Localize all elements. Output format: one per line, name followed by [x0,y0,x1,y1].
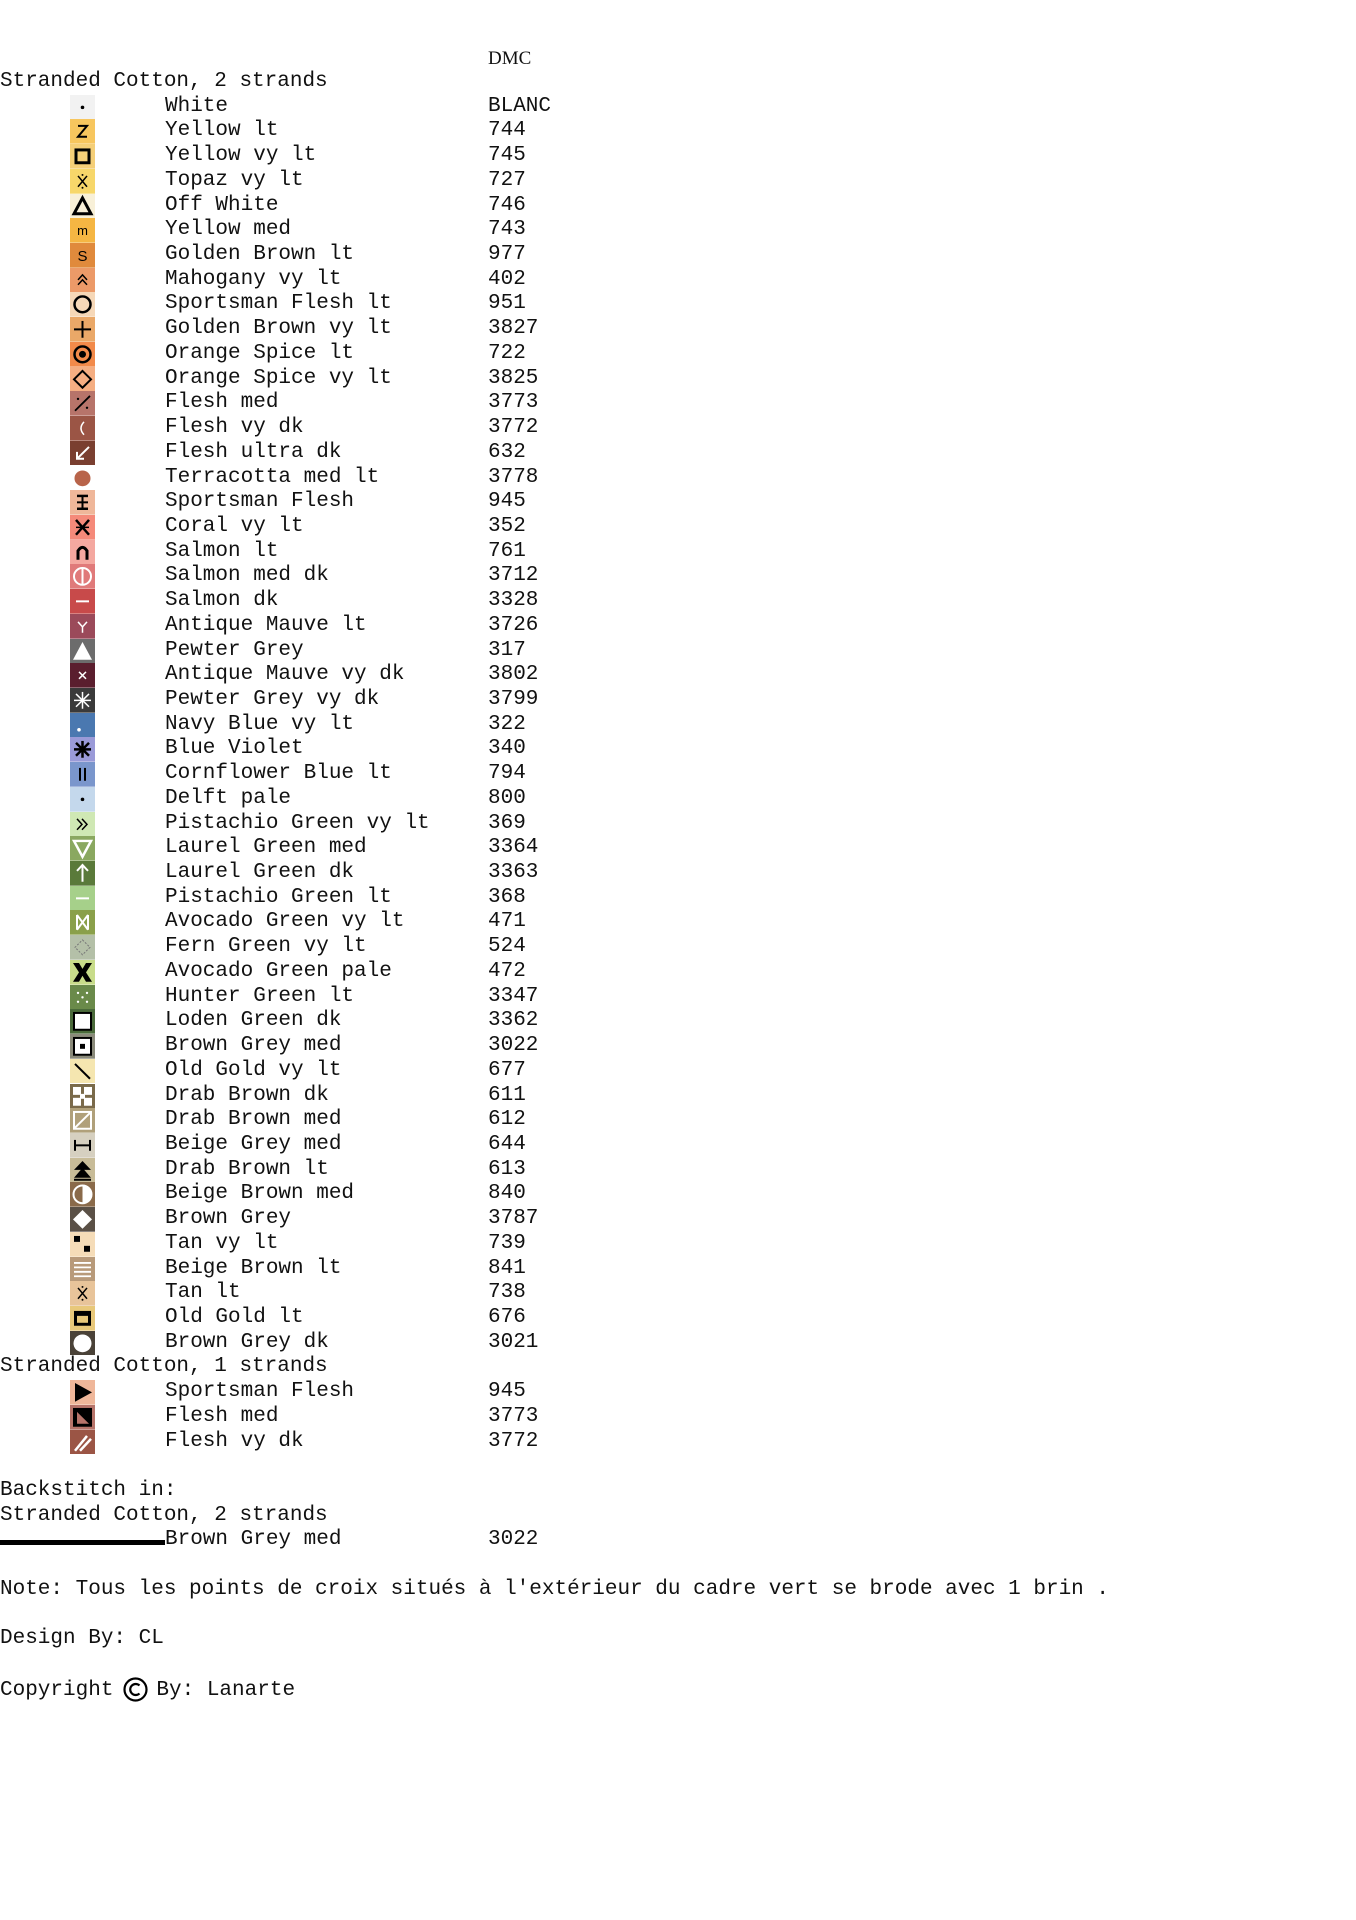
thread-name: Sportsman Flesh lt [165,292,392,316]
double-slash-icon [70,1430,95,1455]
dmc-code: 612 [488,1108,526,1132]
dmc-code: 3328 [488,589,539,613]
checker-icon [70,1084,95,1109]
dmc-code: 471 [488,910,526,934]
dmc-code: 761 [488,539,526,563]
thread-name: Brown Grey med [165,1034,342,1058]
thread-name: Old Gold vy lt [165,1058,342,1082]
thread-name: Flesh med [165,1404,279,1428]
dots-diag-icon [70,1232,95,1257]
backstitch-line-icon [0,1540,165,1545]
dmc-code: 632 [488,440,526,464]
dmc-code: 368 [488,885,526,909]
double-tri-icon [70,1158,95,1183]
thread-name: Salmon dk [165,589,279,613]
bars-icon [70,762,95,787]
thread-name: Off White [165,193,279,217]
thread-name: Beige Brown med [165,1182,355,1206]
thread-name: Sportsman Flesh [165,1380,355,1404]
dmc-code: 3772 [488,1429,539,1453]
dmc-code: 3347 [488,984,539,1008]
dmc-code: 945 [488,490,526,514]
dmc-code: 3773 [488,1404,539,1428]
thread-name: Golden Brown lt [165,243,355,267]
thread-name: Sportsman Flesh [165,490,355,514]
m-icon [70,218,95,243]
dmc-code: 945 [488,1380,526,1404]
target-icon [70,342,95,367]
thread-name: Pewter Grey [165,638,304,662]
design-by: Design By: CL [0,1627,164,1651]
chevrons-up-icon [70,268,95,293]
dmc-code: 322 [488,712,526,736]
h-beam-icon [70,1133,95,1158]
minus-icon [70,589,95,614]
thread-name: Brown Grey [165,1207,292,1231]
thread-name: Beige Brown lt [165,1256,342,1280]
dmc-code: 3778 [488,465,539,489]
dmc-code: 611 [488,1083,526,1107]
thread-name: Coral vy lt [165,514,304,538]
thread-name: Tan lt [165,1281,241,1305]
dmc-code: 794 [488,762,526,786]
dmc-code: 644 [488,1132,526,1156]
z-icon [70,119,95,144]
dmc-code: 727 [488,168,526,192]
dmc-code: 841 [488,1256,526,1280]
thread-name: Drab Brown lt [165,1157,329,1181]
thread-name: Brown Grey dk [165,1330,329,1354]
diamond-dots-icon [70,935,95,960]
backstitch-section: Stranded Cotton, 2 strands [0,1503,328,1527]
thread-name: Laurel Green med [165,836,367,860]
thread-name: Avocado Green pale [165,959,392,983]
dmc-code: 3787 [488,1207,539,1231]
triangle-icon [70,194,95,219]
lines-icon [70,1257,95,1282]
square-tri-icon [70,1405,95,1430]
thread-name: Flesh med [165,391,279,415]
dmc-code: 613 [488,1157,526,1181]
thread-name: Orange Spice vy lt [165,366,392,390]
thread-name: Beige Grey med [165,1132,342,1156]
s-icon [70,243,95,268]
dmc-code: 951 [488,292,526,316]
thread-name: Flesh vy dk [165,416,304,440]
square-dot-icon [70,1034,95,1059]
svg-text:m: m [77,223,88,239]
backslash-icon [70,1059,95,1084]
copyright-label: Copyright [0,1678,114,1702]
thread-name: Terracotta med lt [165,465,380,489]
thread-name: Salmon med dk [165,564,329,588]
thread-name: Fern Green vy lt [165,935,367,959]
copyright [0,1677,295,1702]
dmc-code: 3363 [488,861,539,885]
square-white-icon [70,1009,95,1034]
dmc-code: 352 [488,514,526,538]
thread-name: Tan vy lt [165,1231,279,1255]
thread-name: Mahogany vy lt [165,267,342,291]
plus-icon [70,317,95,342]
dmc-code: 739 [488,1231,526,1255]
thread-name: Pistachio Green vy lt [165,811,430,835]
dmc-column-header: DMC [488,48,532,69]
play-icon [70,1380,95,1405]
dmc-code: 3022 [488,1034,539,1058]
half-circle-icon [70,1182,95,1207]
bowtie-icon [70,910,95,935]
dots-grid-icon [70,985,95,1010]
dmc-code: BLANC [488,94,552,118]
dmc-code: 746 [488,193,526,217]
thread-name: Orange Spice lt [165,341,355,365]
cross-x-icon [70,515,95,540]
dmc-code: 472 [488,959,526,983]
square-icon [70,144,95,169]
thread-name: Flesh vy dk [165,1429,304,1453]
arrow-up-icon [70,861,95,886]
dmc-code: 3712 [488,564,539,588]
thread-name: Golden Brown vy lt [165,317,392,341]
copyright-owner: By: Lanarte [156,1678,296,1702]
thread-name: Blue Violet [165,737,304,761]
x-dots-icon [70,1281,95,1306]
dmc-code: 3802 [488,663,539,687]
thread-name: Yellow med [165,218,292,242]
thread-name: Hunter Green lt [165,984,355,1008]
x-box-icon [70,960,95,985]
dmc-code: 340 [488,737,526,761]
section-title: Stranded Cotton, 1 strands [0,1355,328,1379]
chevrons-right-icon [70,812,95,837]
dmc-code: 3799 [488,688,539,711]
thread-name: Avocado Green vy lt [165,910,405,934]
asterisk-icon [70,737,95,762]
thread-name: Topaz vy lt [165,168,304,192]
x-small-icon [70,663,95,688]
thread-name: Drab Brown dk [165,1083,329,1107]
square-bar-icon [70,1306,95,1331]
dmc-code: 317 [488,638,526,662]
backstitch-name: Brown Grey med [165,1528,342,1552]
dmc-code: 3773 [488,391,539,415]
square-slash-icon [70,1108,95,1133]
n-icon [70,540,95,565]
dmc-code: 369 [488,811,526,835]
thread-name: Old Gold lt [165,1306,304,1329]
thread-name: Salmon lt [165,539,279,563]
thread-name: Cornflower Blue lt [165,762,392,786]
thread-name: Pistachio Green lt [165,885,392,909]
svg-text:S: S [77,248,88,265]
dmc-code: 738 [488,1281,526,1305]
asterisk-white-icon [70,688,95,713]
dmc-code: 977 [488,243,526,267]
dmc-code: 3726 [488,613,539,637]
dmc-code: 3825 [488,366,539,390]
x-dots-icon [70,169,95,194]
triangle-down-icon [70,836,95,861]
thread-name: Antique Mauve vy dk [165,663,405,687]
thread-name: Yellow vy lt [165,144,317,168]
triangle-white-icon [70,639,95,664]
dmc-code: 840 [488,1182,526,1206]
thread-name: Loden Green dk [165,1009,342,1033]
dot-low-icon [70,713,95,738]
backstitch-code: 3022 [488,1528,539,1552]
copyright-icon [123,1677,148,1702]
dmc-code: 722 [488,341,526,365]
diamond-white-icon [70,1207,95,1232]
dmc-code: 3772 [488,416,539,440]
dot-filled-icon [70,466,95,491]
dot-icon [70,95,95,120]
dot-icon [70,787,95,812]
thread-name: White [165,94,229,118]
dmc-code: 677 [488,1058,526,1082]
backstitch-heading: Backstitch in: [0,1479,177,1503]
dmc-code: 524 [488,935,526,959]
circle-white-icon [70,1331,95,1356]
thread-name: Flesh ultra dk [165,440,342,464]
thread-name: Yellow lt [165,119,279,143]
dmc-code: 3362 [488,1009,539,1033]
arrow-down-left-icon [70,441,95,466]
dmc-code: 3364 [488,836,539,860]
dmc-code: 744 [488,119,526,143]
circle-icon [70,292,95,317]
thread-name: Drab Brown med [165,1108,342,1132]
dmc-code: 3827 [488,317,539,341]
thread-name: Delft pale [165,786,292,810]
thread-name: Antique Mauve lt [165,613,367,637]
dmc-code: 745 [488,144,526,168]
thread-name: Navy Blue vy lt [165,712,355,736]
circle-line-icon [70,564,95,589]
thread-name: Pewter Grey vy dk [165,688,380,711]
note-text: Note: Tous les points de croix situés à l'extérieur du cadre vert se brode avec 1 brin . [0,1577,1109,1601]
paren-icon [70,416,95,441]
minus-white-icon [70,886,95,911]
section-title: Stranded Cotton, 2 strands [0,70,328,93]
i-beam-icon [70,490,95,515]
dmc-code: 402 [488,267,526,291]
slash-dots-icon [70,391,95,416]
dmc-code: 3021 [488,1330,539,1354]
dmc-code: 743 [488,218,526,242]
dmc-code: 676 [488,1306,526,1329]
y-icon [70,614,95,639]
diamond-icon [70,367,95,392]
dmc-code: 800 [488,786,526,810]
thread-name: Laurel Green dk [165,861,355,885]
